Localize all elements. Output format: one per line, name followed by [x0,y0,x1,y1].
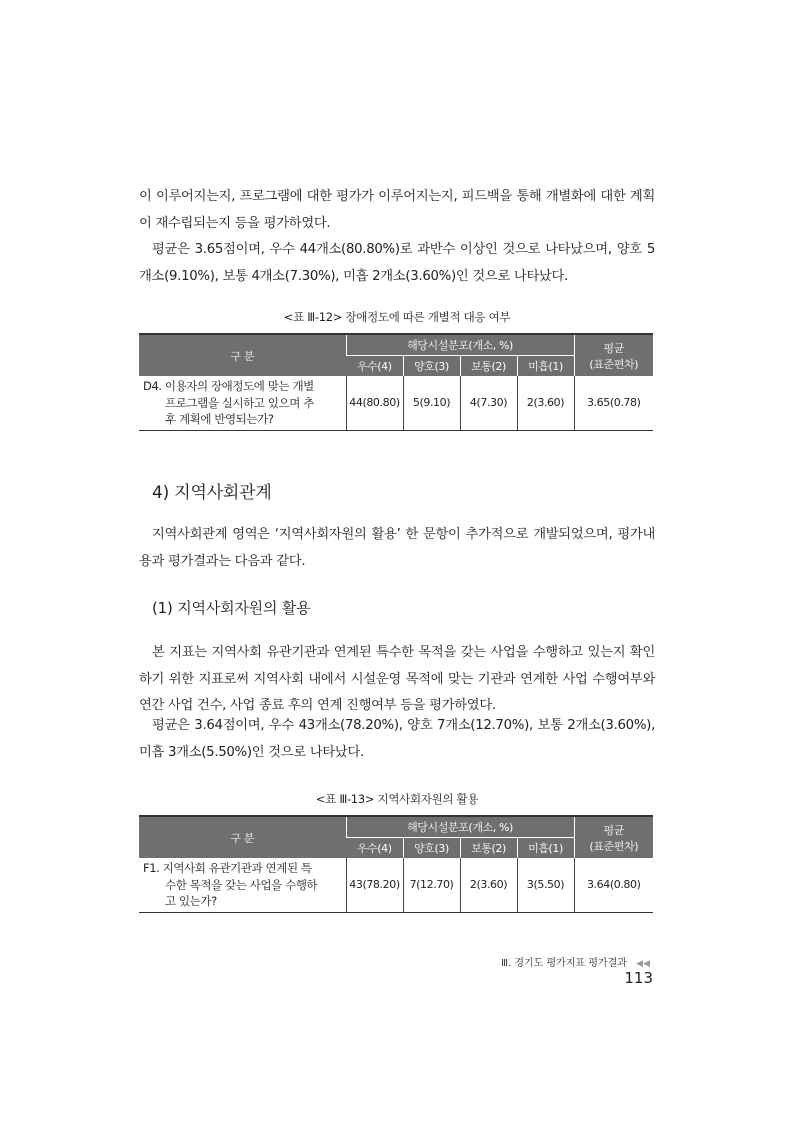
table2-header-category: 구 분 [139,816,346,858]
intro-text-1: 이 이루어지는지, 프로그램에 대한 평가가 이루어지는지, 피드백을 통해 개별화에 대한 계획이 재수립되는지 등을 평가하였다. [139,189,655,231]
table1-cell-good: 5(9.10) [403,376,460,430]
table1 [139,333,653,431]
table1-row-label-line2: 프로그램을 실시하고 있으며 추 [165,395,314,410]
table2-header-average-label: 평균 [603,823,624,837]
footer-chapter: Ⅲ. 경기도 평가지표 평가결과 [501,958,627,969]
sub1-heading: (1) 지역사회자원의 활용 [152,599,311,617]
table-row [139,858,653,912]
table2-subheader-normal: 보통(2) [460,838,517,859]
table1-row-label-line3: 후 계획에 반영되는가? [165,412,274,426]
sub1-text-2: 평균은 3.64점이며, 우수 43개소(78.20%), 양호 7개소(12.70%), 보통 2개소(3.60%), 미흡 3개소(5.50%)인 것으로 나타났다. [139,718,655,760]
table1-cell-normal: 4(7.30) [460,376,517,430]
sub1-paragraph-2 [139,713,655,766]
table2-subheader-good: 양호(3) [403,838,460,859]
intro-paragraph-2 [139,237,655,290]
table1-cell-poor: 2(3.60) [517,376,574,430]
table1-header-category: 구 분 [139,334,346,376]
double-arrow-left-icon: ◀◀ [636,959,650,969]
table2-row-label-line2: 수한 목적을 갖는 사업을 수행하 [165,877,318,892]
table1-header-average-label: 평균 [603,341,624,355]
table2-header-average-sub: (표준편차) [589,839,639,853]
table1-row-label [139,376,346,430]
table1-subheader-normal: 보통(2) [460,356,517,377]
page-number: 113 [624,969,653,987]
table2-cell-normal: 2(3.60) [460,858,517,912]
table1-header-average [574,334,653,376]
section4-paragraph [139,522,655,575]
table1-header-distribution: 해당시설분포(개소, %) [346,334,574,356]
table2-row-label-line1: F1. 지역사회 유관기관과 연계된 특 [143,861,312,875]
table1-subheader-good: 양호(3) [403,356,460,377]
page-footer [470,954,653,987]
table2-row-label [139,858,346,912]
table2 [139,815,653,913]
table2-header-distribution: 해당시설분포(개소, %) [346,816,574,838]
table1-row-label-line1: D4. 이용자의 장애정도에 맞는 개별 [143,379,314,393]
section4-heading: 4) 지역사회관계 [152,483,272,503]
sub1-paragraph-1 [139,640,655,720]
table2-cell-excellent: 43(78.20) [346,858,403,912]
table-row [139,376,653,430]
table2-cell-good: 7(12.70) [403,858,460,912]
table2-cell-poor: 3(5.50) [517,858,574,912]
section4-text: 지역사회관계 영역은 ‘지역사회자원의 활용’ 한 문항이 추가적으로 개발되었으며, 평가내용과 평가결과는 다음과 같다. [139,527,655,569]
table1-header-average-sub: (표준편차) [589,357,639,371]
intro-text-2: 평균은 3.65점이며, 우수 44개소(80.80%)로 과반수 이상인 것으로 나타났으며, 양호 5개소(9.10%), 보통 4개소(7.30%), 미흡 2개소(3.60%)인 것으로 나타났다. [139,242,655,284]
table2-row-label-line3: 고 있는가? [165,894,217,908]
table2-subheader-poor: 미흡(1) [517,838,574,859]
intro-paragraph-1 [139,184,655,237]
table1-cell-excellent: 44(80.80) [346,376,403,430]
table2-header-average [574,816,653,858]
table1-caption: <표 Ⅲ-12> 장애정도에 따른 개별적 대응 여부 [283,310,511,324]
table2-subheader-excellent: 우수(4) [346,838,403,859]
sub1-text-1: 본 지표는 지역사회 유관기관과 연계된 특수한 목적을 갖는 사업을 수행하고 있는지 확인하기 위한 지표로써 지역사회 내에서 시설운영 목적에 맞는 기관과 연계한 사업 수행여부와 연간 사업 건수, 사업 종료 후의 연계 진행여부 등을 평가하였다. [139,645,655,713]
table1-subheader-excellent: 우수(4) [346,356,403,377]
table1-subheader-poor: 미흡(1) [517,356,574,377]
table1-cell-average: 3.65(0.78) [574,376,653,430]
table2-caption: <표 Ⅲ-13> 지역사회자원의 활용 [315,792,479,806]
table2-cell-average: 3.64(0.80) [574,858,653,912]
